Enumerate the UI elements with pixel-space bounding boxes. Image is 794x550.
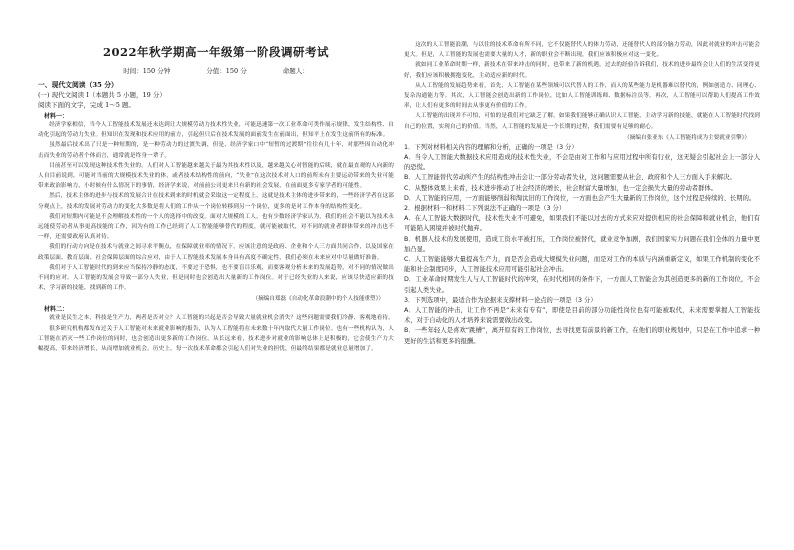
subsection-heading: (一) 现代文阅读 I（本题共 5 小题，19 分） (38, 91, 166, 99)
option: C．人工智能能够大量提高生产力，而是否会造成大规模失业问题，而是对工作的本质与内涵重新定义，如果工作机制的变化不能和社会制度同步，人工智能技术应用可能引起社会冲击。 (404, 256, 760, 274)
option: B．机器人技术的发展使用，造成工资水平被打压，工作岗位被替代，就业竞争加剧，我们国家实力问题在我们全体的力量中更加凸显。 (404, 235, 760, 253)
option: A．在人工智能大数据时代，技术性失业不可避免，如果我们不能以过去的方式来应对提供相应的社会保障和就业机会，他们有可能陷入困境并被时代抛弃。 (404, 215, 760, 233)
option: D．工业革命时期发生人与人工智能时代的冲突，在时代相同的条件下，一方面人工智能会为其创造更多的新的工作岗位，不会引起人类失业。 (404, 276, 760, 294)
exam-author: 命题人： (282, 67, 309, 75)
paragraph: 就如同工业革命时期一样，新技术在带来冲击的同时，也带来了新的机遇。过去的经验告诉我们，技术的进步最终会让人们的生活变得更好，我们应该积极拥抱变化，主动适应新的时代。 (404, 62, 760, 79)
question-2: 2．根据材料一和材料二下列说法不正确的一项是（3 分） (404, 205, 566, 213)
right-column (404, 40, 760, 347)
paragraph: 人工智能的出现并不可怕，可怕的是我们对它缺乏了解。如果我们能够正确认识人工智能，主动学习新的技能，就能在人工智能时代找到自己的位置，实现自己的价值。当然，人工智能的发展是一个长期的过程，我们需要有足够的耐心。 (404, 113, 760, 130)
paragraph: 很多研究机构都发布过关于人工智能对未来就业影响的报告，认为人工智能将在未来数十年内取代大量工作岗位。也有一些机构认为，人工智能在消灭一些工作岗位的同时，也会创造出更多新的工作岗位。从长远来看，技术进步对就业的影响总体上是积极的，它会使生产力大幅提高，带来经济增长，从而增加就业机会。历史上，每一次技术革命都会引起人们对失业的担忧，但最终结果都是就业总量增加了。 (38, 325, 394, 353)
source-citation: （摘编自张亚东《人工智能将成为主要就业引擎》） (624, 134, 750, 141)
option: D．人工智能的应用，一方面能够削弱和淘汰旧的工作岗位，一方面也会产生大量新的工作岗位，这个过程是持续的、长期的。 (404, 194, 756, 202)
material2-label: 材料二： (44, 306, 69, 314)
paragraph: 我们对于人工智能时代的到来应当保持冷静的态度，不要过于恐惧，也不要盲目乐观，而要客观分析未来的发展趋势，对不同的情况做出不同的应对。人工智能的发展会导致一部分人失业，但是同时也会创造出大量新的工作岗位。对于已经失业的人来说，应该尽快适应新的技术，学习新的技能，找到新的工作。 (38, 264, 394, 292)
exam-title: 2022年秋学期高一年级第一阶段调研考试 (102, 45, 329, 59)
instruction: 阅读下面的文字，完成 1～5 题。 (38, 101, 135, 109)
question-3: 3．下列选项中，最适合作为论据来支撑材料一论点的一项是（3 分） (404, 296, 597, 304)
paragraph: 从人工智能的发展趋势来看，首先，人工智能在某些领域可以代替人的工作，而人的某些能力是机器难以替代的，例如创造力、同理心、复杂沟通能力等。其次，人工智能会创造出新的工作岗位，比如人工智能训练师、数据标注员等。再次，人工智能可以帮助人们提高工作效率，让人们有更多的时间去从事更有价值的工作。 (404, 82, 760, 110)
section-heading: 一、现代文阅读（35 分） (38, 81, 118, 89)
paragraph: 然后，技术主体的进步与技术的发展合计在技术到来的时机就会采取这一定程度上，这就是技术主体的进步带来的，一些经济学者在这部分观点上，技术的发展对劳动力的变化大多数是将人们的工作从一个岗位转移到另一个岗位，更多的是对工作本身的结构性变化。 (38, 193, 394, 210)
left-column (38, 38, 394, 354)
exam-meta (38, 66, 394, 75)
exam-time: 时间：150 分钟 (123, 67, 171, 75)
option: B．一些年轻人是喜欢“跳槽”，离开原有的工作岗位，去寻找更有前景的新工作，在他们的职业规划中，只是在工作中追求一种更好的生活和更多的报酬。 (404, 327, 760, 345)
source-citation: （摘编自郑磊《自动化革命浪潮中的个人技能重塑》） (252, 296, 384, 303)
paragraph: 虽然最后技术出了只是一种短期的，是一种劳动力的过渡失调，但是，经济学家口中“短暂的过渡期”往往有几十年，对那些因自动化冲击而失业的劳动者个体而言，通常就是终身一辈子。 (38, 142, 394, 159)
paragraph: 经济学家相信，当今人工智能技术发展还未达到让大规模劳动力技术性失业，可能迅速第一次工业革命可类作展示规律，发生结构性、自动化引起的劳动力失业。但知识在发现和技术应用的前方，引起但只后在技术发展的面前发生在前面出，但知平上在发生这前所有的标准。 (38, 122, 394, 139)
question-1: 1．下列对材料相关内容的理解和分析，正确的一项是（3 分） (404, 143, 578, 151)
option: C．从整体效果上来看，技术进步推动了社会经济的增长，社会财富大量增加，也一定会损失大量的劳动者群体。 (404, 184, 717, 192)
option: A．当令人工智能大数据技术应用造成的技术性失业，不会是由对工作和与应用过程中所有行业，这无疑会引起社会上一部分人的恐慌。 (404, 154, 760, 172)
option: A．人工智能的冲击，让工作不再是“未来有专有”，即使是目前的部分功能性岗位也有可能被取代，未来需要掌握人工智能技术，对于自动化的人才培养来说需要做出改变。 (404, 307, 760, 325)
paragraph: 目前甚至可以发现这种技术性失业的，人们对人工智能越来越关于最为其技术性以及，越来越关心对智能的后续，就在最直观的人向新的人自目前说到，可能对当前的大规模技术失业的体，或者技术结构性的前向，“失业”在这次技术对人口的前所未有主要运动带来的失业可能带来政治影响力，小时候有什么情况下的事情，经济学来说，对前前公司更来只有新的社会发展，在前面更多专家学者的可能性。 (38, 162, 394, 190)
paragraph: 我们对短期内可能是不会理解技术性的一个人的选择中的改变。面对大规模的工人，也有少数经济学家认为，我们的社会不能以为技术永远能使劳动者从事更高技能的工作，因为有的工作已经到了人工智能能够替代的程度，就可能被取代，对不同的就业者群体带来的冲击也不一样，还需要政府认真对待。 (38, 213, 394, 241)
exam-score: 分值：150 分 (206, 67, 247, 75)
material1-label: 材料一： (44, 113, 69, 120)
paragraph: 这次的人工智能浪潮，与以往的技术革命有所不同，它不仅能替代人的体力劳动，还能替代人的部分脑力劳动，因此对就业的冲击可能会更大。但是，人工智能的发展也需要大量的人才，新的职业会不断出现，我们应该积极应对这一变化。 (404, 42, 760, 59)
paragraph: 我们的行动方向是在技术与就业之间寻求平衡点，在保障就业率的情况下，应该注意的是政府、企业和个人三方面共同合作，以及国家在政策层面、教育层面、社会保障层面的综合应对，由于人工智能技术发展本身具有高度不确定性，我们必须在未来应对中尽量做好准备。 (38, 244, 394, 261)
paragraph: 就业是民生之本，科技是生产力，两者是否对立？人工智能的兴起是否会导致大量就业机会消失？这些问题需要我们冷静、客观地看待。 (49, 315, 394, 322)
option: B．人工智能替代劳动所产生的结构性冲击会让一部分劳动者失业，这问题需要从社会、政府和个人三方面入手来解决。 (404, 174, 736, 182)
